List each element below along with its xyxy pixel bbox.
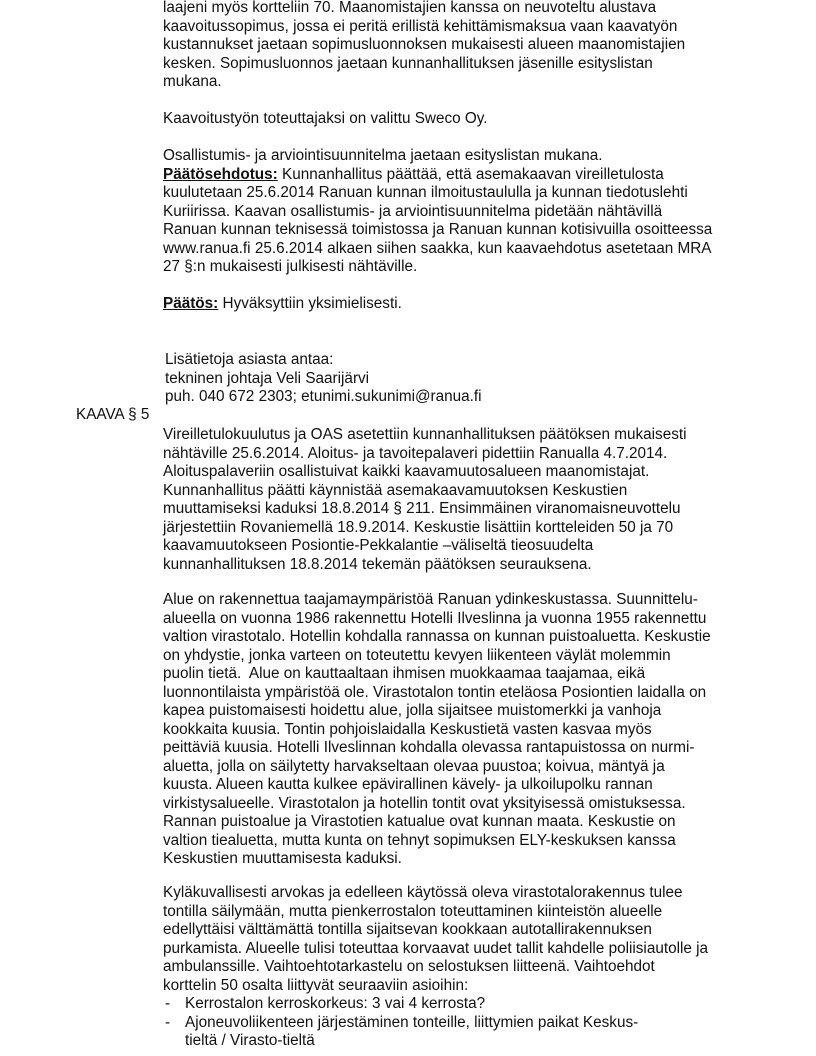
paragraph-proposal [163, 147, 712, 277]
text-line: aluetta, jolla on säilytetty harvakseltaan olevaa puustoa; koivua, mäntyä ja [163, 757, 665, 775]
text-line: Keskustien muuttamisesta kaduksi. [163, 850, 402, 867]
text-line: on yhdystie, jonka varteen on toteutettu kevyen liikenteen väylät molemmin [163, 646, 671, 664]
text-line: www.ranua.fi 25.6.2014 alkaen siihen saakka, kun kaavaehdotus asetetaan MRA [163, 239, 712, 257]
text-line: luonnontilaista ympäristöä ole. Virastotalon tontin eteläosa Posiontien laidalla on [163, 683, 707, 701]
contact-info [165, 351, 482, 407]
text-line: kesken. Sopimusluonnos jaetaan kunnanhallituksen jäsenille esityslistan [163, 54, 653, 72]
list-item-text: tieltä / Virasto-tieltä [185, 1032, 315, 1049]
text-line: alueella on vuonna 1986 rakennettu Hotelli Ilveslinna ja vuonna 1955 rakennettu [163, 609, 707, 627]
paragraph-consultant [163, 110, 488, 129]
decision-label: Päätös: [163, 295, 219, 312]
list-item [163, 995, 708, 1014]
decision-line [163, 295, 402, 314]
text-line: kunnanhallituksen 18.8.2014 tekemän päätöksen seurauksena. [163, 555, 592, 573]
list-item [163, 1014, 708, 1033]
text-line: purkamista. Alueelle tulisi toteuttaa korvaavat uudet tallit kahdelle poliisiautolle ja [163, 939, 709, 957]
text-line: puolin tietä. Alue on kauttaaltaan ihmisen muokkaamaa taajamaa, eikä [163, 665, 646, 682]
list-dash: - [165, 995, 171, 1012]
text-line: ambulanssille. Vaihtoehtotarkastelu on selostuksen liitteenä. Vaihtoehdot [163, 958, 655, 975]
proposal-label: Päätösehdotus: [163, 165, 278, 183]
text-line: Kuriirissa. Kaavan osallistumis- ja arviointisuunnitelma pidetään nähtävillä [163, 202, 663, 220]
paragraph-alternatives [163, 884, 708, 1051]
text-line: kapea puistomaisesti hoidettu alue, jolla sijaitsee muistomerkki ja vanhoja [163, 702, 662, 719]
text-line: edellyttäisi välttämättä tontilla sijaitsevan kookkaan autotallirakennuksen [163, 921, 652, 938]
decision-text: Hyväksyttiin yksimielisesti. [218, 295, 402, 312]
text-line: laajeni myös kortteliin 70. Maanomistajien kanssa on neuvoteltu alustava [163, 0, 657, 16]
text-line: Rannan puistoalue ja Virastotien katualue ovat kunnan maata. Keskustie on [163, 813, 676, 830]
paragraph-area [163, 591, 711, 869]
text-line: Kaavoitustyön toteuttajaksi on valittu Sweco Oy. [163, 110, 488, 127]
text-line: valtion virastotalo. Hotellin kohdalla rannassa on kunnan puistoaluetta. Keskustie [163, 628, 711, 645]
text-line: nähtäville 25.6.2014. Aloitus- ja tavoitepalaveri pidettiin Ranualla 4.7.2014. [163, 444, 668, 462]
text-line: kaavoitussopimus, jossa ei peritä erillistä kehittämismaksua vaan kaavatyön [163, 17, 678, 35]
text-line: peittäviä kuusia. Hotelli Ilveslinnan kohdalla olevassa rantapuistossa on nurmi- [163, 739, 695, 756]
text-line: kuusta. Alueen kautta kulkee epävirallinen kävely- ja ulkoilupolku rannan [163, 776, 653, 793]
text-line: mukana. [163, 73, 222, 90]
text-line: Aloituspalaveriin osallistuivat kaikki kaavamuutosalueen maanomistajat. [163, 463, 650, 480]
text-line: Osallistumis- ja arviointisuunnitelma jaetaan esityslistan mukana. [163, 147, 603, 164]
text-line: muuttamiseksi kaduksi 18.8.2014 § 211. Ensimmäinen viranomaisneuvottelu [163, 500, 681, 517]
text-line: Kunnanhallitus päätti käynnistää asemakaavamuutoksen Keskustien [163, 481, 628, 499]
text-line: tekninen johtaja Veli Saarijärvi [165, 369, 370, 387]
list-dash: - [165, 1013, 171, 1031]
text-line: kuulutetaan 25.6.2014 Ranuan kunnan ilmoitustaululla ja kunnan tiedotuslehti [163, 184, 688, 201]
list-item-text: Ajoneuvoliikenteen järjestäminen tonteille, liittymien paikat Keskus- [185, 1013, 639, 1031]
text-line: virkistysalueelle. Virastotalon ja hotellin tontit ovat yksityisessä omistuksessa. [163, 794, 686, 812]
text-line: Alue on rakennettua taajamaympäristöä Ranuan ydinkeskustassa. Suunnittelu- [163, 591, 698, 608]
text-line: kaavamuutokseen Posiontie-Pekkalantie –väliseltä tieosuudelta [163, 537, 594, 554]
decision [163, 295, 402, 314]
proposal-first-line [163, 166, 712, 185]
text-line: Ranuan kunnan teknisessä toimistossa ja Ranuan kunnan kotisivuilla osoitteessa [163, 221, 713, 238]
proposal-text: Kunnanhallitus päättää, että asemakaavan vireilletulosta [277, 165, 664, 183]
text-line: puh. 040 672 2303; etunimi.sukunimi@ranua.fi [165, 388, 482, 405]
text-line: Lisätietoja asiasta antaa: [165, 351, 334, 368]
text-line: 27 §:n mukaisesti julkisesti nähtäville. [163, 258, 418, 275]
text-line: valtion tiealuetta, mutta kunta on tehnyt sopimuksen ELY-keskuksen kanssa [163, 831, 676, 849]
text-line: Kyläkuvallisesti arvokas ja edelleen käytössä oleva virastotalorakennus tulee [163, 884, 683, 901]
text-line: kookkaita kuusia. Tontin pohjoislaidalla Keskustietä vasten kasvaa myös [163, 720, 652, 738]
paragraph-agreement [163, 0, 685, 92]
list-item-continuation [163, 1032, 708, 1051]
text-line: korttelin 50 osalta liittyvät seuraaviin asioihin: [163, 976, 469, 994]
text-line: kustannukset jaetaan sopimusluonnoksen mukaisesti alueen maanomistajien [163, 36, 686, 53]
text-line: järjestettiin Rovaniemellä 18.9.2014. Keskustie lisättiin kortteleiden 50 ja 70 [163, 518, 674, 536]
text-line: Vireilletulokuulutus ja OAS asetettiin kunnanhallituksen päätöksen mukaisesti [163, 426, 687, 443]
list-item-text: Kerrostalon kerroskorkeus: 3 vai 4 kerrosta? [185, 995, 486, 1012]
section-heading: KAAVA § 5 [76, 406, 150, 423]
text-line: tontilla säilymään, mutta pienkerrostalon toteuttaminen kiinteistön alueelle [163, 902, 663, 920]
paragraph-history [163, 426, 687, 574]
